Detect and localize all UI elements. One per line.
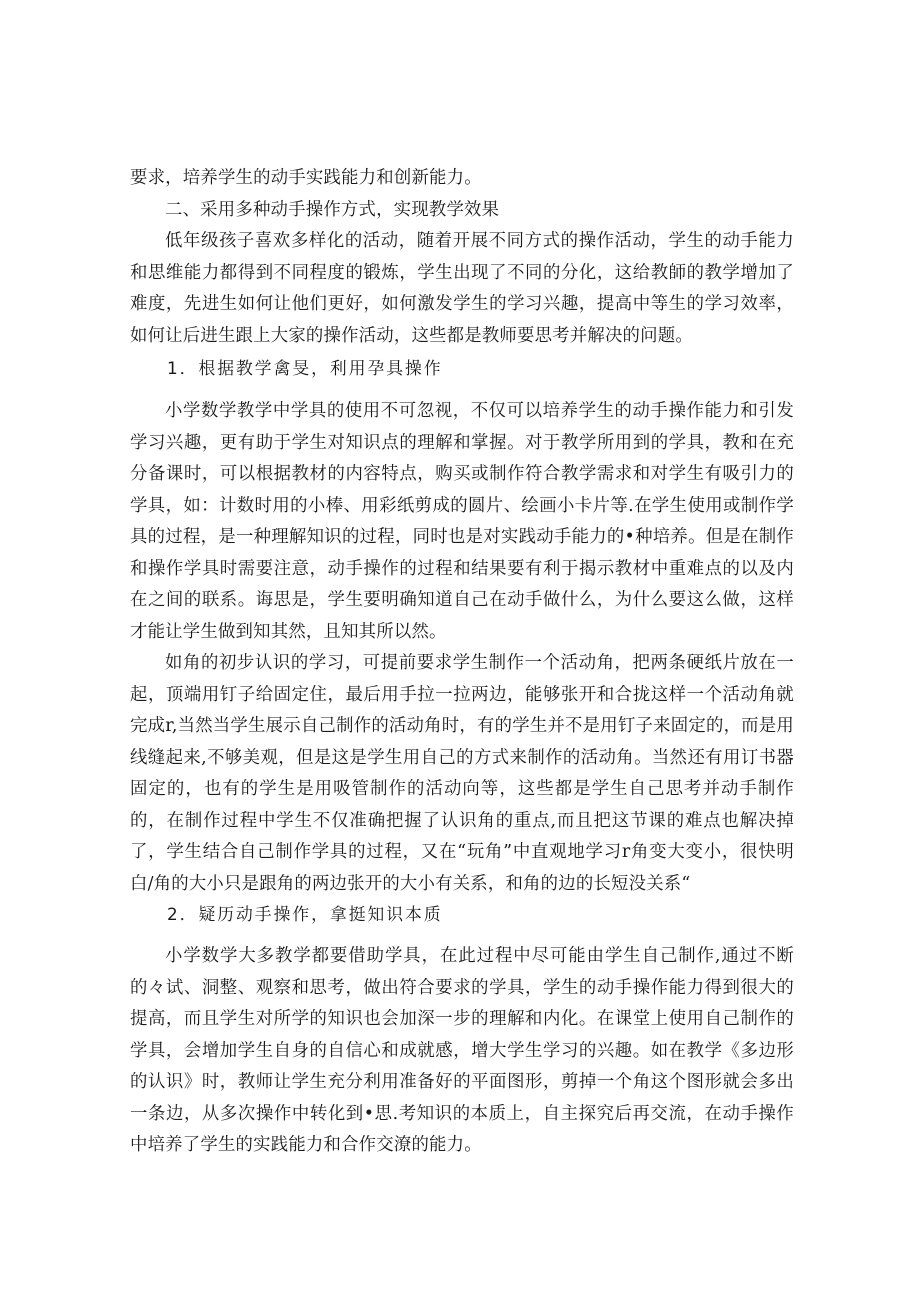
paragraph-2: 如角的初步认识的学习，可提前要求学生制作一个活动角，把两条硬纸片放在一起，顶端用钉子给固定住，最后用手拉一拉两边，能够张开和合拢这样一个活动角就完成r,当然当学生展示自己制作的活动角时，有的学生并不是用钉子来固定的，而是用线缝起来,不够美观，但是这是学生用自己的方式来制作的活动角。当然还有用订书器固定的，也有的学生是用吸管制作的活动向等，这些都是学生自己思考并动手制作的，在制作过程中学生不仅准确把握了认识角的重点,而且把这节课的难点也解决掉了，学生结合自己制作学具的过程，又在“玩角”中直观地学习r角变大变小，很快明白/角的大小只是跟角的两边张开的大小有关系，和角的边的长短没关系“ [130,653,794,894]
continuation-text: 要求，培养学生的动手实践能力和创新能力。 [130,168,482,188]
section-heading: 二、采用多种动手操作方式，实现教学效果 [165,200,500,220]
paragraph-2-block [130,648,794,900]
paragraph-3-block [130,941,794,1162]
section-heading-block [130,195,794,227]
subheading-2-block [130,899,794,931]
intro-block [130,226,794,352]
continuation-block [130,163,794,195]
subheading-1: 1．根据教学禽旻，利用孕具操作 [167,358,443,378]
subheading-1-block [130,353,794,385]
paragraph-1-block [130,396,794,648]
paragraph-3: 小学数学大多教学都要借助学具，在此过程中尽可能由学生自己制作,通过不断的々试、洞整、观察和思考，做出符合要求的学具，学生的动手操作能力得到很大的提高，而且学生对所学的知识也会加深一步的理解和内化。在课堂上使用自己制作的学具，会增加学生自身的自信心和成就感，增大学生学习的兴趣。如在教学《多边形的认识》时，教师让学生充分利用准备好的平面图形，剪掉一个角这个图形就会多出一条边，从多次操作中转化到•思.考知识的本质上，自主探究后再交流，在动手操作中培养了学生的实践能力和合作交潦的能力。 [130,946,794,1155]
intro-paragraph: 低年级孩子喜欢多样化的活动，随着开展不同方式的操作活动，学生的动手能力和思维能力都得到不同程度的锻炼，学生出现了不同的分化，这给教師的教学增加了难度，先进生如何让他们更好，如何激发学生的学习兴趣，提高中等生的学习效率，如何让后进生跟上大家的操作活动，这些都是教师要思考并解决的问题。 [130,231,794,346]
subheading-2: 2．疑历动手操作，拿挺知识本质 [167,904,443,924]
paragraph-1: 小学数学教学中学具的使用不可忽视，不仅可以培养学生的动手操作能力和引发学习兴趣，更有助于学生对知识点的理解和掌握。对于教学所用到的学具，教和在充分备课时，可以根据教材的内容特点，购买或制作符合教学需求和对学生有吸引力的学具，如：计数时用的小棒、用彩纸剪成的圆片、绘画小卡片等.在学生使用或制作学具的过程，是一种理解知识的过程，同时也是对实践动手能力的•种培养。但是在制作和操作学具时需要注意，动手操作的过程和结果要有利于揭示教材中重难点的以及内在之间的联系。诲思是，学生要明确知道自己在动手做什么，为什么要这么做，这样才能让学生做到知其然，且知其所以然。 [130,401,794,642]
